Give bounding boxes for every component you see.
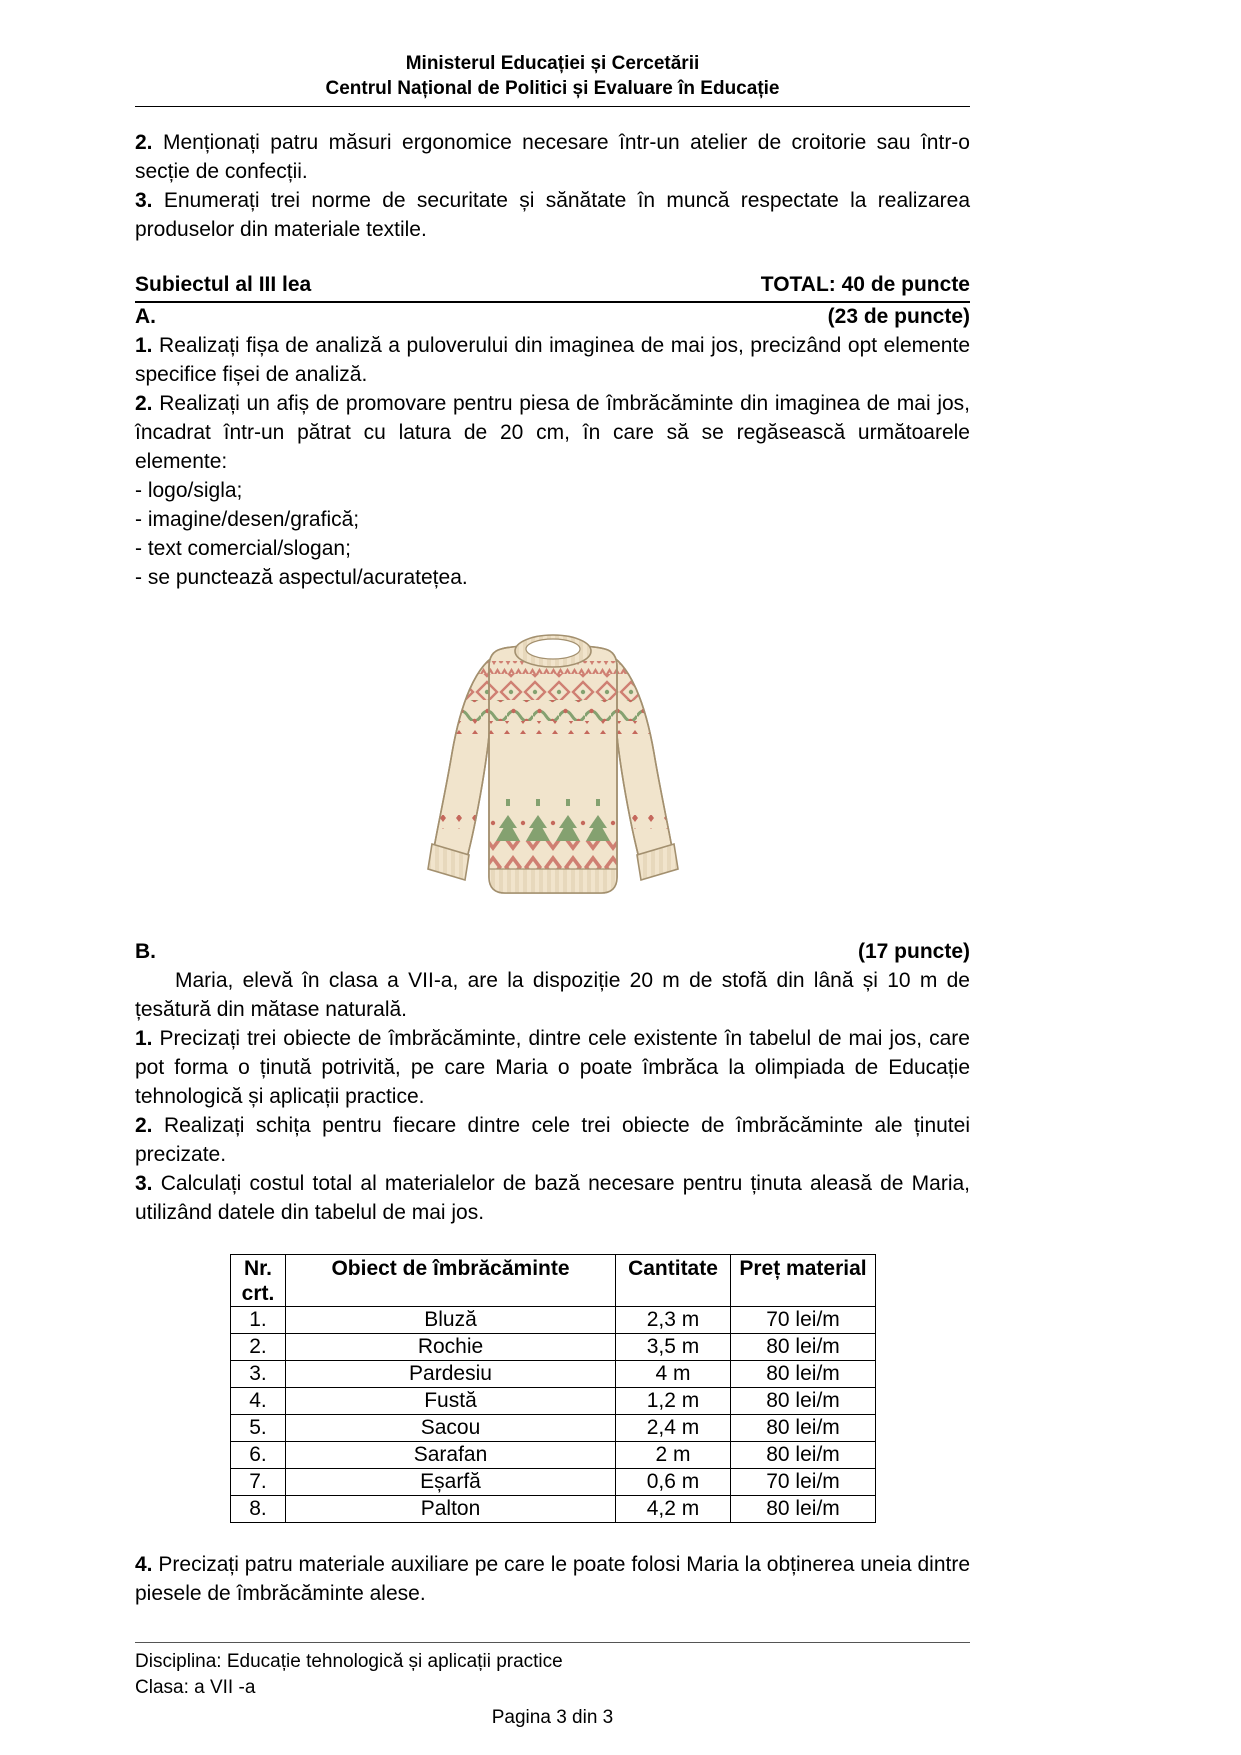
document-footer [135,1642,970,1731]
table-row [231,1333,876,1360]
table-cell: 2,3 m [616,1306,731,1333]
table-cell: 70 lei/m [731,1468,876,1495]
footer-page-number: Pagina 3 din 3 [491,1707,614,1729]
subject3-title: Subiectul al III lea [135,273,312,297]
table-cell: 1,2 m [616,1387,731,1414]
table-cell: Palton [286,1495,616,1522]
table-row [231,1360,876,1387]
section-b-heading [135,938,970,967]
table-header-row [231,1254,876,1306]
table-cell: 80 lei/m [731,1360,876,1387]
document-header [135,52,970,107]
table-cell: Pardesiu [286,1360,616,1387]
table-cell: 3,5 m [616,1333,731,1360]
table-row [231,1495,876,1522]
section-b-points: (17 puncte) [857,939,970,963]
table-cell: 70 lei/m [731,1306,876,1333]
table-cell: 80 lei/m [731,1441,876,1468]
item-text: Enumerați trei norme de securitate și sănătate în muncă respectate la realizarea produselor din materiale textile. [135,189,970,242]
sweater-image [403,601,703,909]
item-number: 2. [135,1113,153,1137]
footer-discipline: Disciplina: Educație tehnologică și aplicații practice [135,1651,563,1673]
table-cell: Eșarfă [286,1468,616,1495]
table-cell: 0,6 m [616,1468,731,1495]
sweater-figure [403,601,703,918]
table-row [231,1441,876,1468]
section-b-item-4 [135,1551,970,1609]
table-cell: 3. [231,1360,286,1387]
item-number: 1. [135,334,153,358]
item-text: Precizați patru materiale auxiliare pe care le poate folosi Maria la obținerea uneia dintre piesele de îmbrăcăminte alese. [135,1552,971,1605]
table-row [231,1414,876,1441]
table-cell: 5. [231,1414,286,1441]
table-cell: Bluză [286,1306,616,1333]
bullet-item: - imagine/desen/grafică; [135,508,360,531]
table-header-cell: Preț material [731,1254,876,1306]
table-cell: 1. [231,1306,286,1333]
section-a-label: A. [135,305,156,329]
section-a-heading [135,303,970,332]
table-cell: 7. [231,1468,286,1495]
section-b-item-3 [135,1170,970,1228]
bullet-item: - se punctează aspectul/acuratețea. [135,565,468,589]
footer-divider [135,1642,970,1643]
subject3-total-points: TOTAL: 40 de puncte [760,273,970,297]
materials-table-header [231,1254,876,1306]
materials-table [230,1254,876,1523]
item-number: 3. [135,1171,153,1195]
table-row [231,1468,876,1495]
table-cell: 4 m [616,1360,731,1387]
table-cell: Rochie [286,1333,616,1360]
section-a-bullet-list [135,477,970,593]
intro-item-2 [135,129,970,187]
table-cell: 2. [231,1333,286,1360]
header-line-1: Ministerul Educației și Cercetării [405,53,700,74]
item-text: Precizați trei obiecte de îmbrăcăminte, dintre cele existente în tabelul de mai jos, care pot forma o ținută potrivită, pe care Maria o poate îmbrăca la olimpiada de Educație tehnologică și aplicații practice. [135,1026,970,1108]
table-header-cell: Cantitate [616,1254,731,1306]
materials-table-body [231,1306,876,1522]
section-a-points: (23 de puncte) [827,305,970,329]
table-cell: 6. [231,1441,286,1468]
table-row [231,1387,876,1414]
table-row [231,1306,876,1333]
item-text: Realizați un afiș de promovare pentru piesa de îmbrăcăminte din imaginea de mai jos, încadrat într-un pătrat cu latura de 20 cm, în care să se regăsească următoarele elemente: [135,392,970,474]
table-cell: 2 m [616,1441,731,1468]
table-cell: Fustă [286,1387,616,1414]
item-number: 4. [135,1552,153,1576]
table-header-cell: Obiect de îmbrăcăminte [286,1254,616,1306]
item-number: 3. [135,189,153,213]
header-line-2: Centrul Național de Politici și Evaluare în Educație [325,77,780,99]
table-header-cell: Nr. crt. [231,1254,286,1306]
table-cell: 80 lei/m [731,1333,876,1360]
section-b-item-2 [135,1112,970,1170]
table-cell: Sarafan [286,1441,616,1468]
table-cell: 80 lei/m [731,1414,876,1441]
table-cell: 80 lei/m [731,1495,876,1522]
subject3-heading [135,271,970,303]
item-text: Menționați patru măsuri ergonomice necesare într-un atelier de croitorie sau într-o secție de confecții. [135,131,970,184]
table-cell: 8. [231,1495,286,1522]
item-number: 2. [135,392,153,416]
item-number: 2. [135,131,153,155]
intro-item-3 [135,187,970,245]
bullet-item: - logo/sigla; [135,479,243,503]
section-b-label: B. [135,939,156,963]
table-cell: 80 lei/m [731,1387,876,1414]
section-a-item-2 [135,390,970,477]
section-b-item-1 [135,1025,970,1112]
item-text: Realizați fișa de analiză a puloverului din imaginea de mai jos, precizând opt elemente specifice fișei de analiză. [135,334,970,387]
table-cell: 4. [231,1387,286,1414]
section-a-item-1 [135,332,970,390]
item-number: 1. [135,1026,153,1050]
table-cell: 2,4 m [616,1414,731,1441]
item-text: Calculați costul total al materialelor de bază necesare pentru ținuta aleasă de Maria, utilizând datele din tabelul de mai jos. [135,1171,970,1224]
item-text: Realizați schița pentru fiecare dintre cele trei obiecte de îmbrăcăminte ale ținutei precizate. [135,1113,970,1166]
footer-class: Clasa: a VII -a [135,1676,256,1698]
table-cell: Sacou [286,1414,616,1441]
bullet-item: - text comercial/slogan; [135,536,351,560]
table-cell: 4,2 m [616,1495,731,1522]
section-b-intro: Maria, elevă în clasa a VII-a, are la dispoziție 20 m de stofă din lână și 10 m de țesătură din mătase naturală. [135,968,970,1021]
